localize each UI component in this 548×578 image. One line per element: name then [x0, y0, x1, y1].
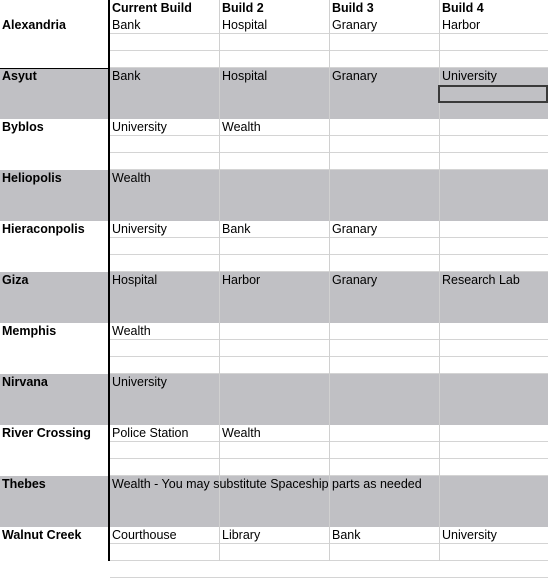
city-name-cell[interactable]: Nirvana [2, 375, 48, 389]
build-cell[interactable]: University [112, 222, 167, 236]
frozen-column-divider [108, 0, 110, 561]
build-cell[interactable]: Hospital [222, 18, 268, 32]
build-cell[interactable]: Research Lab [442, 273, 520, 287]
build-cell[interactable] [220, 476, 222, 493]
build-cell[interactable]: Granary [332, 273, 378, 287]
build-cell[interactable] [330, 119, 332, 136]
build-cell[interactable]: Granary [332, 18, 378, 32]
row-band [0, 323, 548, 374]
build-cell[interactable]: University [112, 375, 167, 389]
build-cell[interactable] [330, 476, 332, 493]
city-name-cell[interactable]: Asyut [2, 69, 37, 83]
build-cell[interactable]: Courthouse [112, 528, 177, 542]
build-cell[interactable] [440, 476, 442, 493]
header-build-3[interactable]: Build 3 [332, 1, 374, 15]
build-cell[interactable]: Bank [222, 222, 251, 236]
row-band [0, 170, 548, 221]
build-cell[interactable] [220, 323, 222, 340]
build-cell[interactable]: Library [222, 528, 261, 542]
header-build-4[interactable]: Build 4 [442, 1, 484, 15]
build-cell[interactable]: Harbor [222, 273, 261, 287]
build-cell[interactable]: University [112, 120, 167, 134]
build-cell[interactable]: Wealth [222, 120, 261, 134]
city-name-cell[interactable]: Byblos [2, 120, 44, 134]
build-cell[interactable]: Granary [332, 69, 378, 83]
build-cell[interactable]: Bank [112, 69, 141, 83]
build-cell[interactable]: Bank [112, 18, 141, 32]
row-band [0, 374, 548, 425]
city-name-cell[interactable]: River Crossing [2, 426, 91, 440]
build-cell[interactable] [220, 170, 222, 187]
build-cell[interactable] [440, 170, 442, 187]
build-cell[interactable] [220, 374, 222, 391]
city-name-cell[interactable]: Walnut Creek [2, 528, 82, 542]
build-cell[interactable] [440, 323, 442, 340]
header-row-divider [0, 68, 109, 69]
build-cell[interactable]: Wealth [112, 324, 151, 338]
header-current-build[interactable]: Current Build [112, 1, 192, 15]
build-cell[interactable]: Harbor [442, 18, 481, 32]
build-cell[interactable] [330, 170, 332, 187]
build-cell[interactable]: Wealth [222, 426, 261, 440]
build-cell[interactable]: Police Station [112, 426, 189, 440]
build-cell[interactable] [440, 221, 442, 238]
city-name-cell[interactable]: Memphis [2, 324, 57, 338]
build-cell[interactable]: Hospital [112, 273, 158, 287]
row-band [0, 119, 548, 170]
build-cell[interactable]: University [442, 528, 497, 542]
city-name-cell[interactable]: Thebes [2, 477, 46, 491]
build-cell[interactable] [330, 374, 332, 391]
build-cell[interactable]: Granary [332, 222, 378, 236]
build-cell[interactable]: Wealth [112, 171, 151, 185]
city-name-cell[interactable]: Hieraconpolis [2, 222, 85, 236]
city-name-cell[interactable]: Heliopolis [2, 171, 62, 185]
build-cell[interactable] [440, 119, 442, 136]
header-build-2[interactable]: Build 2 [222, 1, 264, 15]
city-name-cell[interactable]: Giza [2, 273, 29, 287]
build-cell[interactable]: Hospital [222, 69, 268, 83]
build-cell[interactable] [440, 425, 442, 442]
city-name-cell[interactable]: Alexandria [2, 18, 66, 32]
selected-cell[interactable] [438, 85, 548, 103]
build-cell[interactable]: University [442, 69, 497, 83]
build-cell[interactable] [330, 323, 332, 340]
build-cell[interactable]: Bank [332, 528, 361, 542]
build-cell[interactable]: Wealth - You may substitute Spaceship parts as needed [112, 477, 422, 491]
build-cell[interactable] [330, 425, 332, 442]
build-cell[interactable] [440, 374, 442, 391]
